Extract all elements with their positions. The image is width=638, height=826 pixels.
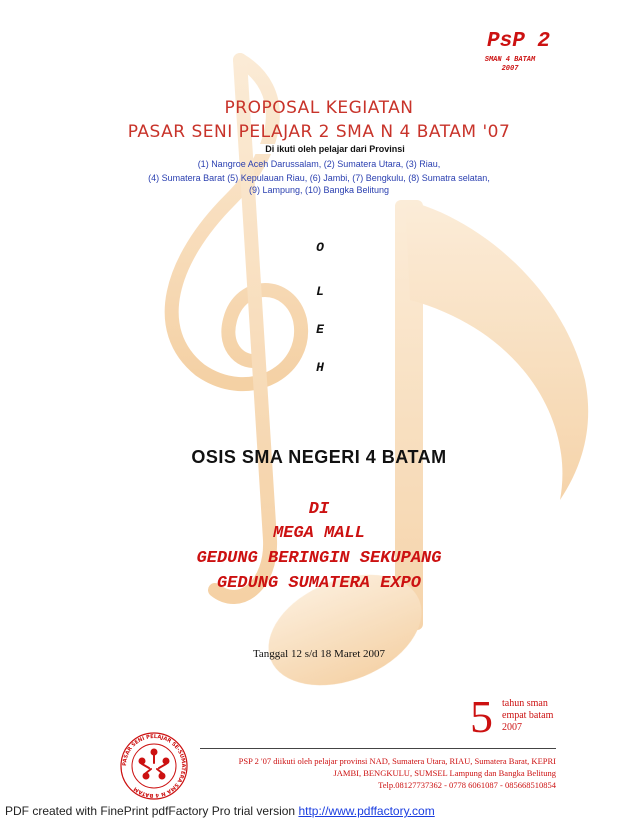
- oleh-letter: L: [316, 284, 324, 299]
- venue-line-2: MEGA MALL: [273, 524, 365, 543]
- pdf-note-text: PDF created with FinePrint pdfFactory Pro trial version: [5, 804, 299, 818]
- event-title: PASAR SENI PELAJAR 2 SMA N 4 BATAM '07: [127, 122, 511, 142]
- provinces-line-1: (1) Nangroe Aceh Darussalam, (2) Sumatera Utara, (3) Riau,: [197, 159, 441, 169]
- oleh-letter: H: [316, 360, 324, 375]
- venue-line-3: GEDUNG BERINGIN SEKUPANG: [196, 549, 442, 568]
- corner-title: PsP 2: [486, 30, 550, 53]
- venue-line-1: DI: [308, 500, 330, 519]
- proposal-title: PROPOSAL KEGIATAN: [224, 98, 414, 118]
- event-date: Tanggal 12 s/d 18 Maret 2007: [252, 648, 386, 660]
- provinces-line-3: (9) Lampung, (10) Bangka Belitung: [248, 185, 390, 195]
- anniversary-line-1: tahun sman: [502, 698, 548, 709]
- footer-divider: [200, 748, 556, 749]
- pdf-creator-note: [5, 804, 435, 818]
- footer-line-1: PSP 2 '07 diikuti oleh pelajar provinsi NAD, Sumatera Utara, RIAU, Sumatera Barat, KEPRI: [238, 756, 556, 766]
- dancers-icon: [140, 750, 169, 779]
- venue-line-4: GEDUNG SUMATERA EXPO: [216, 574, 422, 593]
- logo-ring-text: PASAR SENI PELAJAR SE-SUMATERA SMA N 4 BATAM: [121, 733, 187, 799]
- anniversary-number: 5: [470, 691, 493, 742]
- corner-school: SMAN 4 BATAM: [484, 56, 536, 64]
- organizer-name: OSIS SMA NEGERI 4 BATAM: [191, 447, 447, 467]
- corner-subtitle: [470, 56, 550, 74]
- anniversary-line-2: empat batam: [502, 710, 554, 721]
- anniversary-line-3: 2007: [502, 722, 522, 733]
- followed-by-label: Di ikuti oleh pelajar dari Provinsi: [255, 144, 415, 154]
- oleh-letter: E: [316, 322, 324, 337]
- footer-line-2: JAMBI, BENGKULU, SUMSEL Lampung dan Bangka Belitung: [333, 768, 556, 778]
- oleh-letter: O: [316, 240, 324, 255]
- provinces-line-2: (4) Sumatera Barat (5) Kepulauan Riau, (6) Jambi, (7) Bengkulu, (8) Sumatra selatan,: [148, 173, 490, 183]
- anniversary-text: [502, 698, 572, 734]
- footer-contact: Telp.08127737362 - 0778 6061087 - 085668510854: [378, 780, 556, 790]
- corner-year: 2007: [501, 65, 519, 73]
- pdffactory-link[interactable]: http://www.pdffactory.com: [298, 804, 435, 818]
